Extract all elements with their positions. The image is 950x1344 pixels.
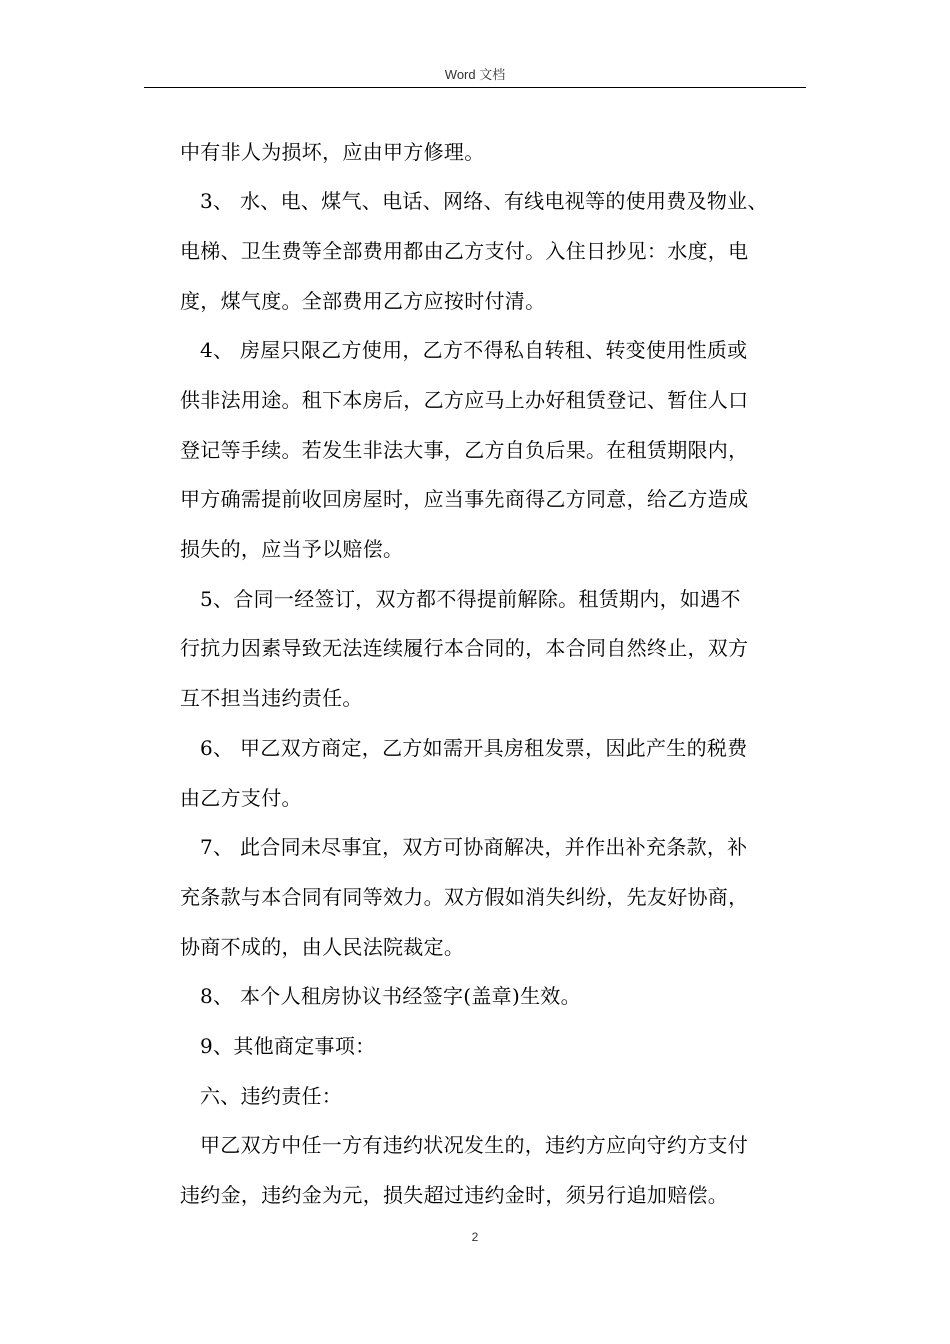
header-divider <box>144 87 806 88</box>
body-line: 六、违约责任： <box>200 1084 343 1108</box>
body-line: 互不担当违约责任。 <box>180 686 363 710</box>
document-header-title: Word 文档 <box>444 67 506 82</box>
body-line: 3、 水、电、煤气、电话、网络、有线电视等的使用费及物业、 <box>200 189 768 213</box>
body-line: 违约金，违约金为元，损失超过违约金时，须另行追加赔偿。 <box>180 1183 729 1207</box>
body-line: 充条款与本合同有同等效力。双方假如消失纠纷，先友好协商， <box>180 885 749 909</box>
body-line: 行抗力因素导致无法连续履行本合同的，本合同自然终止，双方 <box>180 636 749 660</box>
body-line: 度，煤气度。全部费用乙方应按时付清。 <box>180 289 546 313</box>
body-line: 9、其他商定事项： <box>200 1034 376 1058</box>
body-line: 6、 甲乙双方商定，乙方如需开具房租发票，因此产生的税费 <box>200 736 748 760</box>
body-line: 损失的，应当予以赔偿。 <box>180 537 404 561</box>
body-line: 由乙方支付。 <box>180 786 302 810</box>
body-line: 甲方确需提前收回房屋时，应当事先商得乙方同意，给乙方造成 <box>180 487 749 511</box>
body-line: 5、合同一经签订，双方都不得提前解除。租赁期内，如遇不 <box>200 587 741 611</box>
body-line: 登记等手续。若发生非法大事，乙方自负后果。在租赁期限内， <box>180 438 749 462</box>
body-line: 协商不成的，由人民法院裁定。 <box>180 935 465 959</box>
body-line: 甲乙双方中任一方有违约状况发生的，违约方应向守约方支付 <box>200 1133 749 1157</box>
body-line: 中有非人为损坏，应由甲方修理。 <box>180 140 485 164</box>
body-line: 供非法用途。租下本房后，乙方应马上办好租赁登记、暂住人口 <box>180 388 749 412</box>
body-line: 8、 本个人租房协议书经签字(盖章)生效。 <box>200 984 581 1008</box>
page-number: 2 <box>471 1230 479 1244</box>
body-line: 电梯、卫生费等全部费用都由乙方支付。入住日抄见：水度，电 <box>180 239 749 263</box>
body-line: 7、 此合同未尽事宜，双方可协商解决，并作出补充条款，补 <box>200 835 748 859</box>
body-line: 4、 房屋只限乙方使用，乙方不得私自转租、转变使用性质或 <box>200 338 748 362</box>
